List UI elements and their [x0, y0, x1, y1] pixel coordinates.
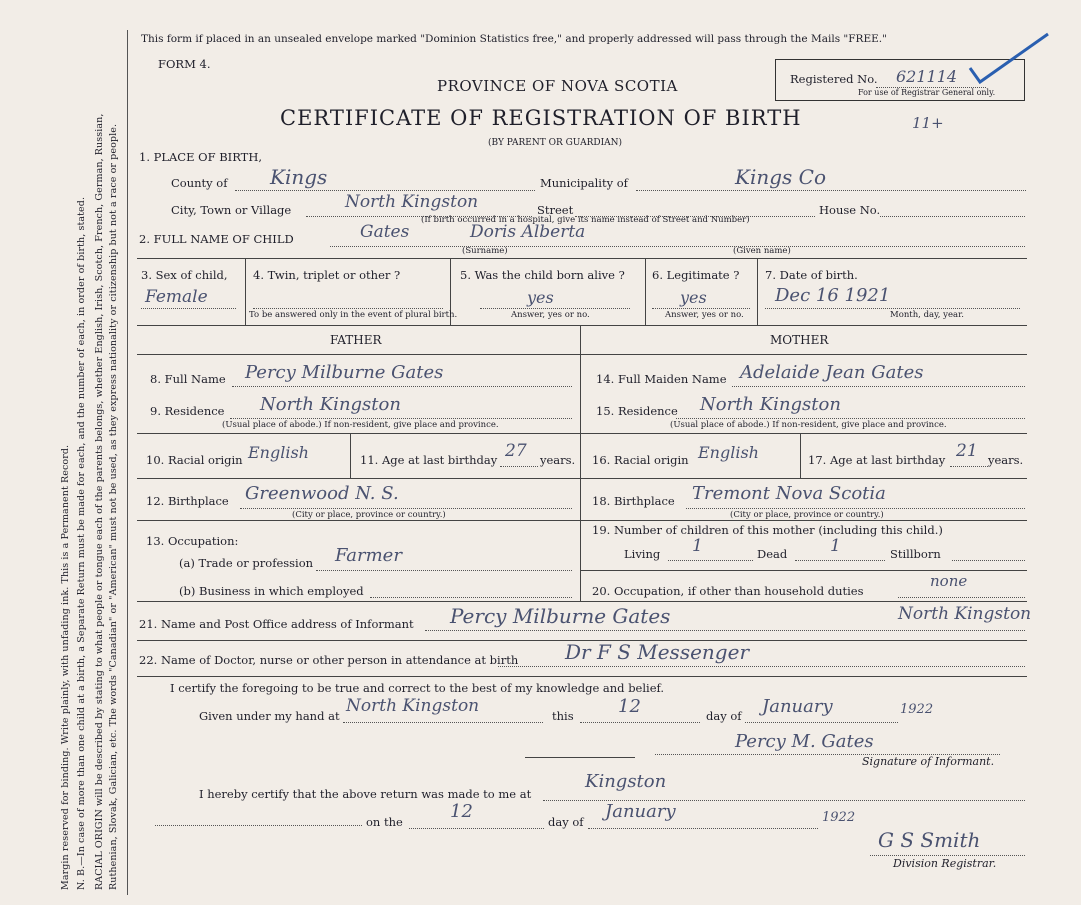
living-label: Living [624, 547, 661, 561]
certify-statement: I certify the foregoing to be true and correct to the best of my knowledge and belief. [170, 681, 665, 695]
father-years: years. [540, 453, 576, 467]
margin-mark: 11+ [912, 114, 944, 132]
father-age-label: 11. Age at last birthday [360, 453, 498, 467]
given-caption: (Given name) [733, 246, 791, 256]
sex-value: Female [145, 287, 208, 307]
father-name-label: 8. Full Name [150, 372, 226, 386]
dead-label: Dead [757, 547, 788, 561]
certificate-title: CERTIFICATE OF REGISTRATION OF BIRTH [280, 106, 802, 130]
twin-label: 4. Twin, triplet or other ? [253, 268, 401, 282]
date-note: Month, day, year. [890, 310, 964, 320]
registrar-statement: I hereby certify that the above return was made to me at [199, 787, 532, 801]
mother-birthplace-note: (City or place, province or country.) [730, 510, 884, 520]
this-label: this [552, 709, 574, 723]
city-value: North Kingston [345, 192, 479, 212]
informant-signature: Percy M. Gates [735, 731, 874, 752]
father-birthplace-value: Greenwood N. S. [245, 483, 399, 504]
side-notes [52, 40, 122, 890]
mother-heading: MOTHER [770, 333, 829, 347]
check-mark-icon [962, 30, 1052, 90]
business-label: (b) Business in which employed [179, 584, 364, 598]
certificate-subtitle: (BY PARENT OR GUARDIAN) [488, 138, 623, 148]
alive-note: Answer, yes or no. [511, 310, 590, 320]
mother-birthplace-value: Tremont Nova Scotia [692, 483, 886, 504]
child-given-name: Doris Alberta [470, 222, 586, 242]
registrar-signature: G S Smith [878, 828, 981, 852]
month-value: January [762, 696, 833, 717]
registrar-use-note: For use of Registrar General only. [858, 88, 996, 97]
father-birthplace-label: 12. Birthplace [146, 494, 229, 508]
stillborn-label: Stillborn [890, 547, 941, 561]
father-residence-label: 9. Residence [150, 404, 225, 418]
date-of-birth-label: 7. Date of birth. [765, 268, 858, 282]
father-age-value: 27 [505, 441, 527, 461]
registered-label: Registered No. [790, 72, 878, 86]
informant-name-value: Percy Milburne Gates [450, 604, 671, 628]
margin-note: Margin reserved for binding. Write plainly, with unfading ink. This is a Permanent Record. [60, 444, 71, 890]
father-heading: FATHER [330, 333, 382, 347]
mother-race-value: English [698, 443, 759, 462]
twin-note: To be answered only in the event of plural birth. [249, 310, 458, 320]
mother-residence-value: North Kingston [700, 394, 841, 415]
given-label: Given under my hand at [199, 709, 340, 723]
date-of-birth-value: Dec 16 1921 [775, 285, 891, 306]
trade-value: Farmer [335, 545, 402, 566]
trade-label: (a) Trade or profession [179, 556, 314, 570]
doctor-label: 22. Name of Doctor, nurse or other person in attendance at birth [139, 653, 519, 667]
child-name-label: 2. FULL NAME OF CHILD [139, 232, 294, 246]
place-of-birth-label: 1. PLACE OF BIRTH, [139, 150, 263, 164]
registrar-day-value: 12 [450, 801, 473, 822]
county-value: Kings [270, 165, 328, 189]
municipality-value: Kings Co [735, 165, 826, 189]
racial-note-2: Ruthenian, Slovak, Galician, etc. The words "Canadian" or "American" must not be used, as they express nationality or citizenship but not a race or people. [108, 123, 119, 890]
mother-age-value: 21 [956, 441, 978, 461]
racial-note-1: RACIAL ORIGIN will be described by stating to what people or tongue each of the parents belongs, whether English, Irish, Scotch, French, German, Russian, [94, 113, 105, 890]
registrar-place-value: Kingston [585, 771, 667, 792]
mother-birthplace-label: 18. Birthplace [592, 494, 675, 508]
legitimate-value: yes [680, 288, 707, 307]
signature-caption: Signature of Informant. [862, 755, 995, 768]
given-place-value: North Kingston [346, 696, 480, 716]
registrar-month-value: January [605, 801, 676, 822]
street-label: Street [537, 203, 574, 217]
legitimate-note: Answer, yes or no. [665, 310, 744, 320]
informant-address-value: North Kingston [898, 604, 1032, 624]
nb-note: N. B.—In case of more than one child at a birth, a Separate Return must be made for each, and the number of each, in order of birth, stated. [76, 196, 87, 890]
registrar-year-value: 1922 [822, 810, 856, 825]
county-label: County of [171, 176, 228, 190]
form-number: FORM 4. [158, 57, 211, 71]
children-count-label: 19. Number of children of this mother (including this child.) [592, 523, 943, 537]
city-label: City, Town or Village [171, 203, 292, 217]
mother-occupation-value: none [930, 572, 968, 590]
alive-label: 5. Was the child born alive ? [460, 268, 625, 282]
this-day-value: 12 [618, 696, 641, 717]
registrar-day-of-label: day of [548, 815, 584, 829]
province-title: PROVINCE OF NOVA SCOTIA [437, 77, 678, 95]
registered-value: 621114 [896, 67, 958, 86]
legitimate-label: 6. Legitimate ? [652, 268, 740, 282]
municipality-label: Municipality of [540, 176, 628, 190]
day-of-label: day of [706, 709, 742, 723]
father-residence-value: North Kingston [260, 394, 401, 415]
mother-abode-note: (Usual place of abode.) If non-resident, give place and province. [670, 420, 947, 430]
on-the-label: on the [366, 815, 403, 829]
mother-name-value: Adelaide Jean Gates [740, 362, 924, 383]
father-birthplace-note: (City or place, province or country.) [292, 510, 446, 520]
mother-race-label: 16. Racial origin [592, 453, 689, 467]
mother-residence-label: 15. Residence [596, 404, 678, 418]
mother-occupation-label: 20. Occupation, if other than household duties [592, 584, 864, 598]
sex-label: 3. Sex of child, [141, 268, 228, 282]
house-no-label: House No. [819, 203, 881, 217]
father-race-label: 10. Racial origin [146, 453, 243, 467]
mother-years: years. [988, 453, 1024, 467]
registrar-caption: Division Registrar. [893, 857, 997, 870]
father-abode-note: (Usual place of abode.) If non-resident, give place and province. [222, 420, 499, 430]
surname-caption: (Surname) [462, 246, 508, 256]
doctor-value: Dr F S Messenger [565, 640, 750, 664]
year-value: 1922 [900, 702, 934, 717]
dead-value: 1 [830, 536, 841, 556]
informant-label: 21. Name and Post Office address of Informant [139, 617, 414, 631]
binding-margin-line [127, 30, 128, 895]
father-occupation-label: 13. Occupation: [146, 534, 239, 548]
alive-value: yes [527, 288, 554, 307]
father-name-value: Percy Milburne Gates [245, 362, 444, 383]
father-race-value: English [248, 443, 309, 462]
mother-age-label: 17. Age at last birthday [808, 453, 946, 467]
child-surname: Gates [360, 222, 410, 242]
living-value: 1 [692, 536, 703, 556]
hospital-note: (If birth occurred in a hospital, give its name instead of Street and Number) [421, 215, 750, 225]
mother-name-label: 14. Full Maiden Name [596, 372, 727, 386]
mail-note: This form if placed in an unsealed envelope marked "Dominion Statistics free," and properly addressed will pass through the Mails "FREE." [141, 33, 887, 45]
